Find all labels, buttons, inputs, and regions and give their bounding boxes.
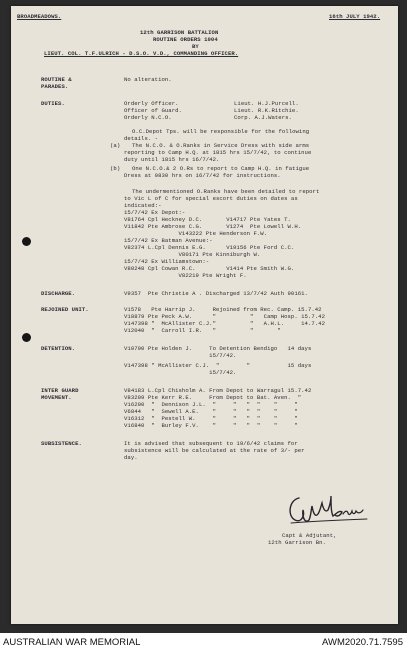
inter-guard-label-1: INTER GUARD [41,387,79,394]
header-officer: LIEUT. COL. T.F.ULRICH - D.S.O. V.D., COMMANDING OFFICER. [44,50,239,57]
detention-label: DETENTION. [41,345,76,352]
rejoined-line: V147398 " McAllister C.J." " A.H.L. 14.7.42 [124,320,326,327]
escort-intro: indicated:- [124,202,162,209]
escort-line: V81764 Cpl Heckney D.C. V14717 Pte Yates T. [124,216,291,223]
rejoined-line: V12040 " Carroll I.R. " " " [124,327,281,334]
subsistence-line: day. [124,454,138,461]
inter-guard-label-2: MOVEMENT. [41,394,72,401]
item-mark: (b) [110,165,121,172]
discharge-label: DISCHARGE. [41,290,76,297]
routine-label-1: ROUTINE & [41,76,72,83]
inter-guard-line: V16840 " Burley F.V. " " " " " " [124,422,298,429]
detention-line: V147398 " McAllister C.J. " " 15 days [124,362,312,369]
inter-guard-line: V83209 Pte Kerr R.E. From Depot to Bat. Aven. " [124,394,302,401]
header-routine-orders: ROUTINE ORDERS 1004 [153,36,218,43]
duties-paragraph: O.C.Depot Tps. will be responsible for the following [132,128,310,135]
subsistence-label: SUBSISTENCE. [41,440,82,447]
detention-line: 15/7/42. [124,352,237,359]
escort-line: 15/7/42 Ex Williamstown:- [124,258,210,265]
item-line: Dress at 0830 hrs on 16/7/42 for instructions. [124,172,281,179]
escort-line: 15/7/42 Ex Batman Avenue:- [124,237,213,244]
detention-line: 15/7/42. [124,369,237,376]
signature-title: Capt & Adjutant, [282,532,337,539]
footer-accession-number: AWM2020.71.7595 [322,637,403,648]
escort-intro: to Vic L of C for special escort duties on dates as [124,195,298,202]
escort-line: V143222 Pte Henderson F.W. [124,230,268,237]
inter-guard-line: V6844 " Sewell A.E. " " " " " " [124,408,298,415]
duty-role: Orderly N.C.O. [124,114,172,121]
duty-role: Officer of Guard. [124,107,182,114]
header-location: BROADMEADOWS. [17,13,62,20]
inter-guard-line: V16200 " Dennison J.L. " " " " " " [124,401,298,408]
punch-hole [22,237,31,246]
item-line: reporting to Camp H.Q. at 1815 hrs 15/7/42, to continue [124,149,312,156]
duties-paragraph: details. - [124,135,159,142]
inter-guard-line: V84183 L.Cpl Chisholm A. From Depot to Warragul 15.7.42 [124,387,312,394]
escort-line: V80248 Cpl Cowan R.C. V1414 Pte Smith W.G. [124,265,295,272]
escort-line: V82219 Pte Wright F. [124,272,247,279]
rejoined-line: V18879 Pte Peck A.W. " " Camp Hosp. 15.7.42 [124,313,326,320]
escort-line: V80171 Pte Kinniburgh W. [124,251,261,258]
subsistence-line: subsistence will be calculated at the rate of 3/- per [124,447,305,454]
document-page [11,6,398,624]
item-line: The N.C.O. & O.Ranks in Service Dress with side arms [132,142,310,149]
detention-line: V10790 Pte Holden J. To Detention Bendigo 14 days [124,345,312,352]
inter-guard-line: V16312 " Pestell W. " " " " " " [124,415,298,422]
discharge-text: V9357 Pte Christie A . Discharged 13/7/42 Auth 90161. [124,290,308,297]
subsistence-line: It is advised that subsequent to 19/6/42 claims for [124,440,298,447]
escort-line: V82374 L.Cpl Dennis E.G. V19156 Pte Ford C.C. [124,244,295,251]
header-by: BY [192,43,199,50]
handwritten-signature [285,490,369,528]
escort-intro: The undermentioned O.Ranks have been detailed to report [132,188,320,195]
signature-unit: 12th Garrison Bn. [268,539,326,546]
routine-text: No alteration. [124,76,172,83]
routine-label-2: PARADES. [41,83,69,90]
header-date: 16th JULY 1942. [329,13,381,20]
duty-name: Lieut. R.K.Ritchie. [234,107,299,114]
item-mark: (a) [110,142,121,149]
escort-line: V11842 Pte Ambrose C.G. V1274 Pte Lowell W.H. [124,223,302,230]
footer-bar [0,633,407,653]
duty-role: Orderly Officer. [124,100,179,107]
item-line: One N.C.O.& 2 O.Rs to report to Camp H.Q. in fatigue [132,165,310,172]
item-line: duty until 1815 hrs 16/7/42. [124,156,220,163]
duty-name: Corp. A.J.Waters. [234,114,292,121]
punch-hole [22,333,31,342]
duties-label: DUTIES. [41,100,65,107]
header-battalion: 12th GARRISON BATTALION [140,29,219,36]
footer-credit: AUSTRALIAN WAR MEMORIAL [3,637,141,648]
escort-line: 15/7/42 Ex Depot:- [124,209,186,216]
rejoined-label: REJOINED UNIT. [41,306,89,313]
duty-name: Lieut. H.J.Purcell. [234,100,299,107]
rejoined-line: V1578 Pte Harrip J. Rejoined from Rec. Camp. 15.7.42 [124,306,322,313]
